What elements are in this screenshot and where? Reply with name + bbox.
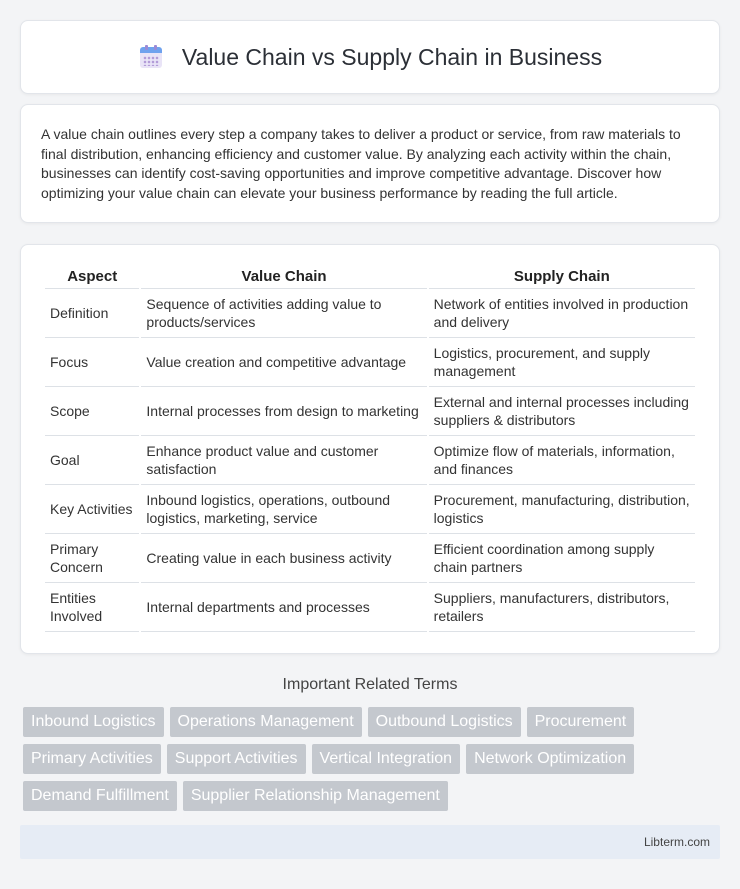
cell-aspect: Key Activities: [45, 485, 139, 534]
cell-supply-chain: Logistics, procurement, and supply management: [429, 338, 695, 387]
intro-card: [20, 104, 720, 223]
table-row: [45, 387, 695, 436]
cell-aspect: Goal: [45, 436, 139, 485]
cell-supply-chain: Procurement, manufacturing, distribution, logistics: [429, 485, 695, 534]
calendar-icon: [138, 44, 164, 70]
tag-support-activities[interactable]: Support Activities: [167, 744, 306, 774]
footer: [20, 825, 720, 859]
tag-vertical-integration[interactable]: Vertical Integration: [312, 744, 461, 774]
tag-network-optimization[interactable]: Network Optimization: [466, 744, 634, 774]
intro-text: A value chain outlines every step a company takes to deliver a product or service, from raw materials to final distribution, enhancing efficiency and customer value. By analyzing each activity within the chain, businesses can identify cost-saving opportunities and improve competitive advantage. Discover how optimizing your value chain can elevate your business performance by reading the full article.: [41, 126, 681, 201]
table-header-row: [45, 267, 695, 289]
cell-value-chain: Inbound logistics, operations, outbound logistics, marketing, service: [141, 485, 426, 534]
related-terms-list: [23, 707, 723, 818]
table-row: [45, 338, 695, 387]
table-row: [45, 485, 695, 534]
cell-supply-chain: Efficient coordination among supply chain partners: [429, 534, 695, 583]
tag-procurement[interactable]: Procurement: [527, 707, 635, 737]
cell-supply-chain: External and internal processes including suppliers & distributors: [429, 387, 695, 436]
cell-aspect: Scope: [45, 387, 139, 436]
cell-value-chain: Enhance product value and customer satisfaction: [141, 436, 426, 485]
tag-primary-activities[interactable]: Primary Activities: [23, 744, 161, 774]
table-row: [45, 436, 695, 485]
page-title: Value Chain vs Supply Chain in Business: [181, 43, 603, 70]
comparison-card: [20, 244, 720, 654]
cell-value-chain: Creating value in each business activity: [141, 534, 426, 583]
header-value-chain: Value Chain: [141, 267, 426, 289]
cell-supply-chain: Network of entities involved in production and delivery: [429, 289, 695, 338]
tag-supplier-relationship-management[interactable]: Supplier Relationship Management: [183, 781, 448, 811]
cell-aspect: Definition: [45, 289, 139, 338]
comparison-table: [43, 267, 697, 632]
cell-aspect: Primary Concern: [45, 534, 139, 583]
cell-value-chain: Internal processes from design to marketing: [141, 387, 426, 436]
cell-aspect: Focus: [45, 338, 139, 387]
tag-inbound-logistics[interactable]: Inbound Logistics: [23, 707, 164, 737]
table-row: [45, 289, 695, 338]
cell-value-chain: Value creation and competitive advantage: [141, 338, 426, 387]
title-card: [20, 20, 720, 94]
related-terms-heading: Important Related Terms: [282, 676, 458, 693]
cell-supply-chain: Optimize flow of materials, information, and finances: [429, 436, 695, 485]
table-row: [45, 583, 695, 632]
header-supply-chain: Supply Chain: [429, 267, 695, 289]
cell-aspect: Entities Involved: [45, 583, 139, 632]
cell-value-chain: Sequence of activities adding value to products/services: [141, 289, 426, 338]
cell-value-chain: Internal departments and processes: [141, 583, 426, 632]
cell-supply-chain: Suppliers, manufacturers, distributors, retailers: [429, 583, 695, 632]
table-row: [45, 534, 695, 583]
footer-site-link[interactable]: Libterm.com: [643, 835, 710, 849]
tag-demand-fulfillment[interactable]: Demand Fulfillment: [23, 781, 177, 811]
header-aspect: Aspect: [45, 267, 139, 289]
tag-outbound-logistics[interactable]: Outbound Logistics: [368, 707, 521, 737]
tag-operations-management[interactable]: Operations Management: [170, 707, 362, 737]
